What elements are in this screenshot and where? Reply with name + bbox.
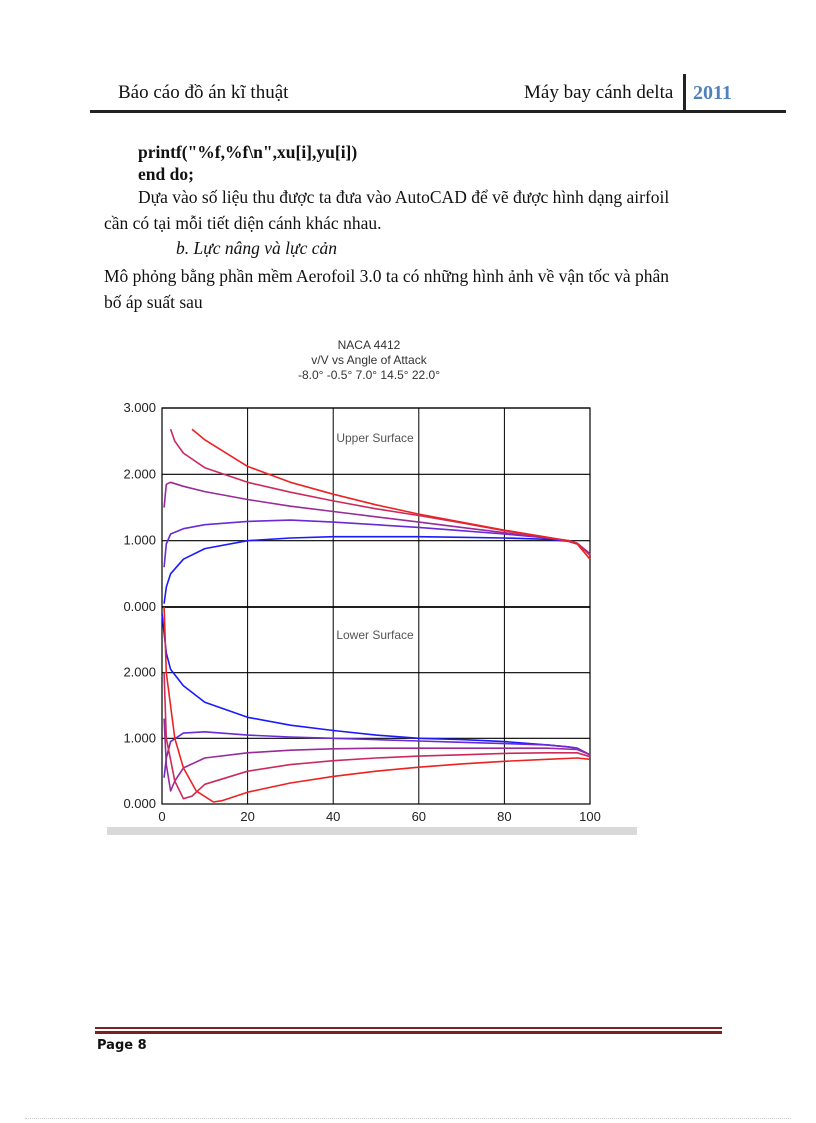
paragraph-aerofoil-line-2: bố áp suất sau [104, 292, 203, 312]
page-bottom-dotted-edge [25, 1118, 791, 1119]
header-rule [90, 110, 786, 113]
footer-rule-thick [95, 1031, 722, 1034]
y-tick-label: 3.000 [123, 400, 156, 415]
y-tick-label: 2.000 [123, 664, 156, 680]
chart-angles-label: -8.0° -0.5° 7.0° 14.5° 22.0° [297, 368, 441, 382]
paragraph-autocad-line-2: cần có tại mỗi tiết diện cánh khác nhau. [104, 213, 382, 233]
code-line-end-do: end do; [138, 164, 194, 184]
header-year: 2011 [693, 82, 732, 104]
code-line-printf: printf("%f,%f\n",xu[i],yu[i]) [138, 142, 358, 162]
paragraph-autocad-line-1: Dựa vào số liệu thu được ta đưa vào AutoCAD để vẽ được hình dạng airfoil [138, 187, 670, 207]
y-tick-label: 1.000 [123, 532, 156, 548]
x-tick-label: 80 [497, 809, 512, 824]
y-tick-label: 2.000 [123, 466, 156, 482]
header-divider [683, 74, 686, 112]
velocity-ratio-chart [105, 330, 640, 840]
y-tick-label: 0.000 [123, 796, 156, 811]
chart-title: NACA 4412 [337, 338, 401, 352]
y-tick-label: 0.000 [123, 599, 156, 614]
x-tick-label: 20 [240, 809, 255, 824]
x-tick-label: 0 [158, 809, 166, 824]
lower-surface-label: Lower Surface [336, 628, 414, 642]
x-tick-label: 100 [579, 809, 601, 824]
paragraph-autocad [104, 184, 724, 236]
paragraph-aerofoil-line-1: Mô phỏng bằng phần mềm Aerofoil 3.0 ta có những hình ảnh về vận tốc và phân [104, 266, 669, 286]
page-number: Page 8 [97, 1038, 147, 1053]
x-tick-label: 40 [325, 809, 341, 824]
header-project-title: Máy bay cánh delta [524, 82, 674, 103]
header-document-title: Báo cáo đồ án kĩ thuật [118, 82, 289, 103]
footer-rule-thin [95, 1027, 722, 1029]
upper-surface-label: Upper Surface [336, 431, 414, 445]
subheading-lift-drag: b. Lực nâng và lực cản [176, 238, 338, 258]
chart-bottom-shadow [107, 827, 637, 835]
x-tick-label: 60 [411, 809, 427, 824]
paragraph-aerofoil [104, 263, 724, 315]
chart-subtitle: v/V vs Angle of Attack [311, 353, 427, 367]
y-tick-label: 1.000 [123, 730, 156, 746]
chart-background [105, 330, 640, 840]
